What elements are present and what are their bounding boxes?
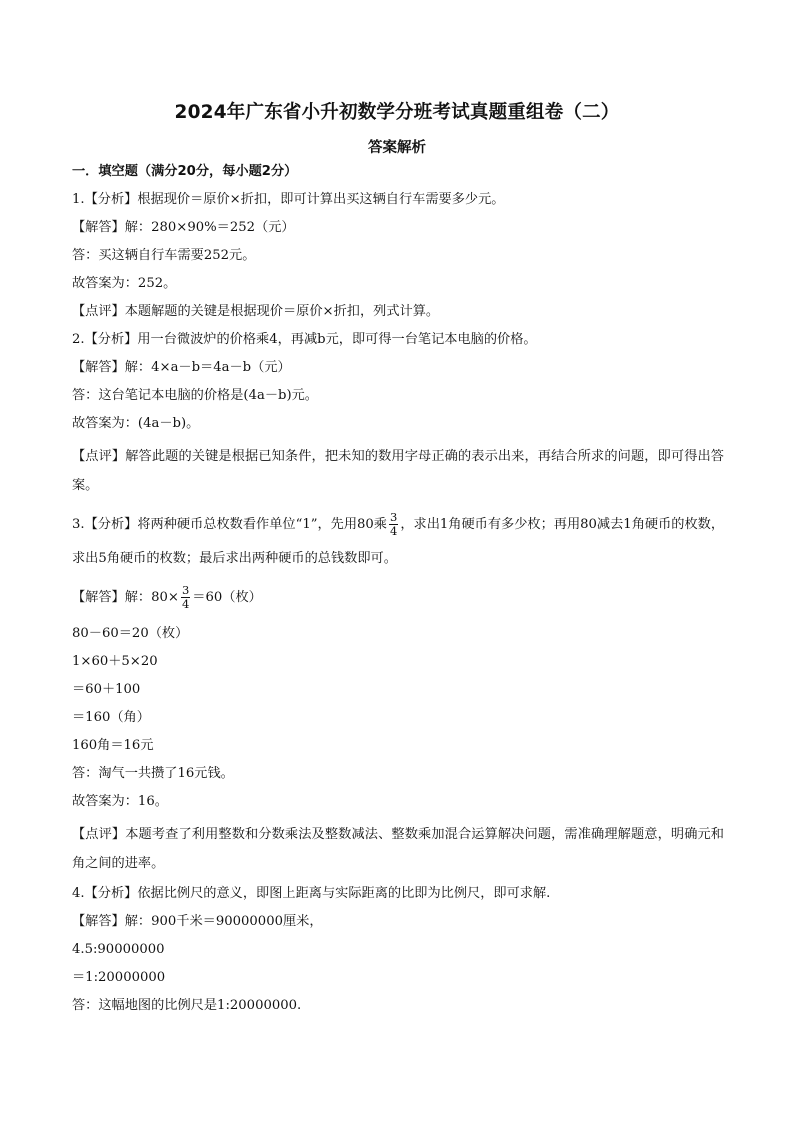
q3-step-4: ＝160（角） [72,710,150,725]
q4-solution: 【解答】解：900千米＝90000000厘米， [72,914,323,929]
fraction-denominator: 4 [181,597,190,611]
q3-solution-text-a: 【解答】解：80× [72,590,179,605]
q1-comment: 【点评】本题解题的关键是根据现价＝原价×折扣，列式计算。 [72,304,440,319]
q3-analysis-text-a: 3.【分析】将两种硬币总枚数看作单位“1”，先用80乘 [72,517,387,532]
q1-solution: 【解答】解：280×90%＝252（元） [72,220,295,235]
q3-analysis-fraction [389,511,398,538]
q3-analysis-text-b: ，求出1角硬币有多少枚；再用80减去1角硬币的枚数，求出5角硬币的枚数；最后求出两种硬币的总钱数即可。 [72,517,725,566]
q3-final-answer: 故答案为：16。 [72,794,168,809]
q3-step-1: 80－60＝20（枚） [72,626,189,641]
q2-analysis: 2.【分析】用一台微波炉的价格乘4，再减b元，即可得一台笔记本电脑的价格。 [72,332,537,347]
q4-answer: 答：这幅地图的比例尺是1:20000000. [72,998,302,1013]
q3-analysis [72,508,724,576]
q2-solution: 【解答】解：4×a－b＝4a－b（元） [72,360,291,375]
document-body [72,162,724,1024]
fraction-denominator: 4 [390,524,398,538]
fraction-numerator: 3 [390,510,398,524]
q1-analysis: 1.【分析】根据现价＝原价×折扣，即可计算出买这辆自行车需要多少元。 [72,192,505,207]
q3-step-2: 1×60＋5×20 [72,654,158,669]
q3-step-3: ＝60＋100 [72,682,141,697]
q1-final-answer: 故答案为：252。 [72,276,177,291]
q2-comment: 【点评】解答此题的关键是根据已知条件，把未知的数用字母正确的表示出来，再结合所求的问题，即可得出答案。 [72,449,724,493]
q1-answer: 答：买这辆自行车需要252元。 [72,248,256,263]
q2-final-answer: 故答案为：(4a－b)。 [72,416,200,431]
q4-analysis: 4.【分析】依据比例尺的意义，即图上距离与实际距离的比即为比例尺，即可求解. [72,886,551,901]
q3-solution-fraction [181,584,190,611]
q3-solution [72,582,724,614]
q3-solution-text-b: ＝60（枚） [192,590,262,605]
q4-step-2: ＝1:20000000 [72,970,166,985]
q3-comment: 【点评】本题考查了利用整数和分数乘法及整数减法、整数乘加混合运算解决问题，需准确理解题意，明确元和角之间的进率。 [72,827,724,871]
document-title: 2024年广东省小升初数学分班考试真题重组卷（二） [174,102,620,123]
section-heading: 一．填空题（满分20分，每小题2分） [72,164,298,179]
fraction-numerator: 3 [181,583,190,597]
q4-step-1: 4.5:90000000 [72,942,165,957]
q3-step-5: 160角＝16元 [72,738,154,753]
q2-answer: 答：这台笔记本电脑的价格是(4a－b)元。 [72,388,318,403]
q3-answer: 答：淘气一共攒了16元钱。 [72,766,234,781]
document-subtitle: 答案解析 [368,140,426,156]
